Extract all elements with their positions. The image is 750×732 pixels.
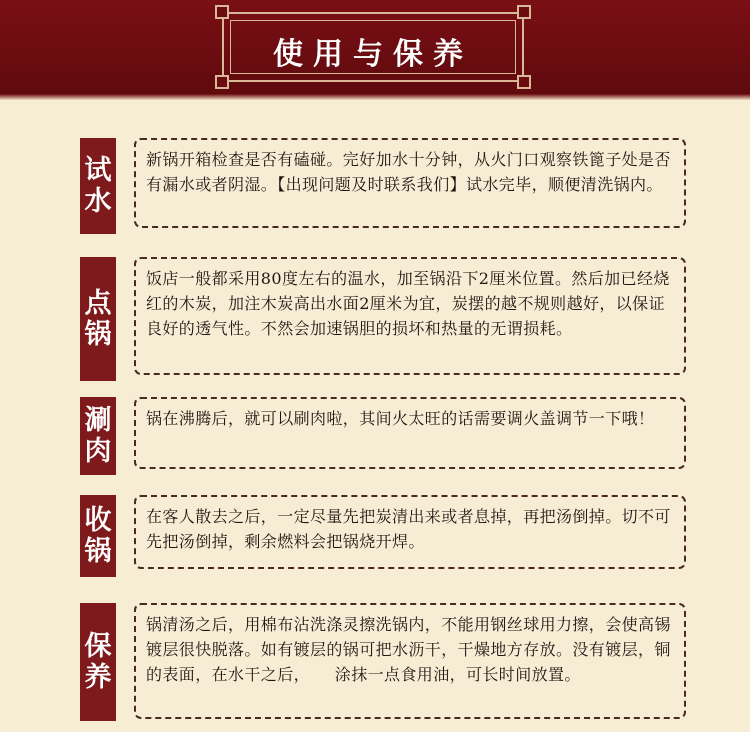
frame-corner <box>517 75 531 89</box>
section-test-water <box>80 138 686 234</box>
section-light-pot <box>80 257 686 381</box>
frame-corner <box>215 75 229 89</box>
section-label: 涮 肉 <box>80 397 116 475</box>
page-title: 使用与保养 <box>273 37 473 72</box>
header-band <box>0 0 750 100</box>
section-text: 锅在沸腾后，就可以刷肉啦，其间火太旺的话需要调火盖调节一下哦！ <box>134 397 686 469</box>
section-maintenance <box>80 603 686 721</box>
section-text: 新锅开箱检查是否有磕碰。完好加水十分钟，从火门口观察铁篦子处是否有漏水或者阴湿。【出现问题及时联系我们】试水完毕，顺便清洗锅内。 <box>134 138 686 228</box>
frame-corner <box>517 5 531 19</box>
section-text: 锅清汤之后，用棉布沾洗涤灵擦洗锅内，不能用钢丝球用力擦，会使高锡镀层很快脱落。如有镀层的锅可把水沥干，干燥地方存放。没有镀层，铜的表面，在水干之后， 涂抹一点食用油，可长时间放置。 <box>134 603 686 719</box>
section-text: 在客人散去之后，一定尽量先把炭清出来或者息掉，再把汤倒掉。切不可先把汤倒掉，剩余燃料会把锅烧开焊。 <box>134 495 686 569</box>
section-label: 保 养 <box>80 603 116 721</box>
section-label: 试 水 <box>80 138 116 234</box>
section-label: 收 锅 <box>80 495 116 577</box>
section-close-pot <box>80 495 686 577</box>
section-text: 饭店一般都采用80度左右的温水，加至锅沿下2厘米位置。然后加已经烧红的木炭，加注木炭高出水面2厘米为宜，炭摆的越不规则越好，以保证良好的透气性。不然会加速锅胆的损坏和热量的无谓损耗。 <box>134 257 686 375</box>
frame-corner <box>215 5 229 19</box>
section-cook-meat <box>80 397 686 475</box>
title-frame <box>222 12 524 82</box>
section-label: 点 锅 <box>80 257 116 381</box>
